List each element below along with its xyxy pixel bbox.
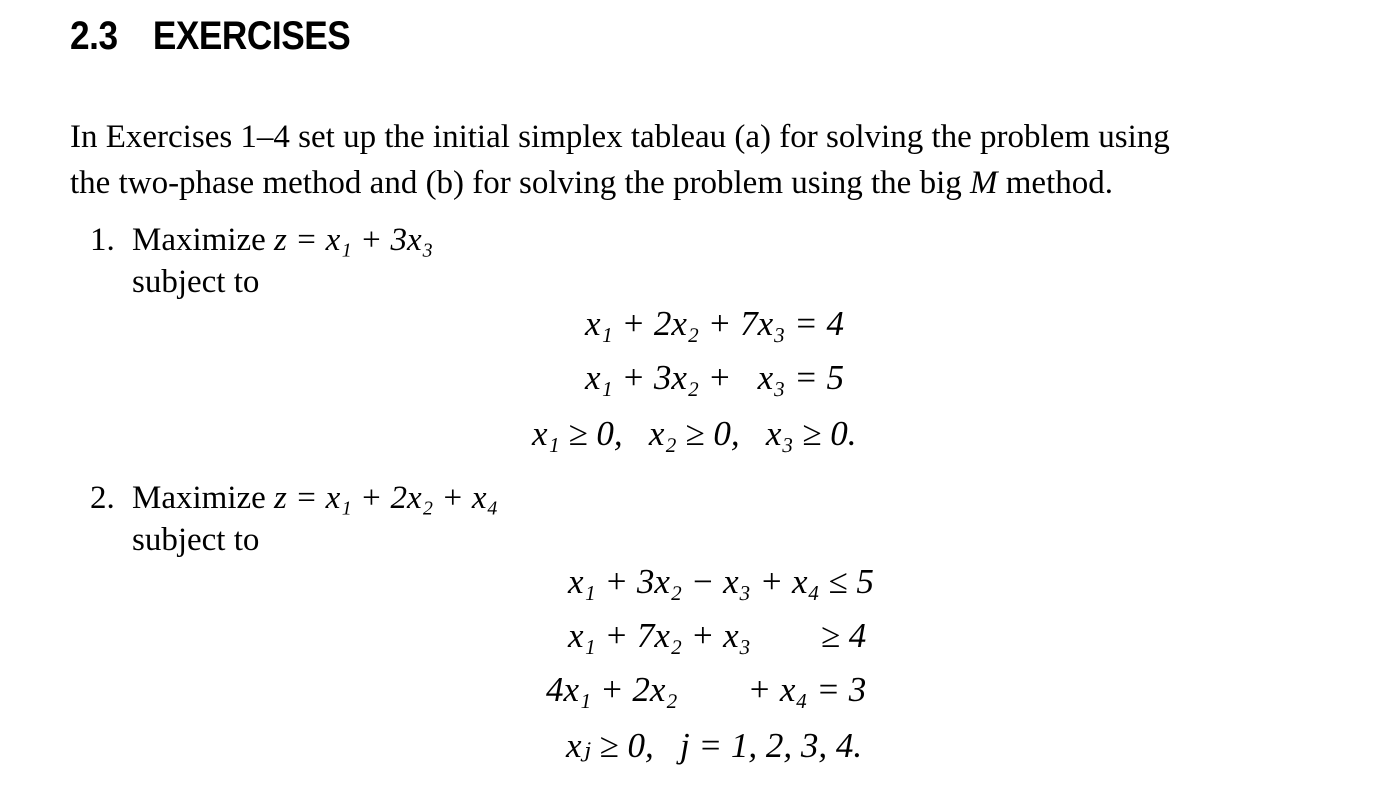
exercise-2-nonnegativity: xⱼ ≥ 0, j = 1, 2, 3, 4.	[566, 726, 863, 765]
exercise-1-objective: z = x₁ + 3x₃	[274, 222, 434, 258]
exercise-2-objective: z = x₁ + 2x₂ + x₄	[274, 480, 499, 516]
exercise-1-statement	[132, 222, 433, 259]
intro-paragraph	[70, 114, 1360, 206]
exercise-2-subject-to: subject to	[132, 522, 260, 558]
exercise-1-subject-to: subject to	[132, 264, 260, 300]
exercise-2-prompt: Maximize	[132, 480, 266, 516]
exercise-2-constraint-3: 4x₁ + 2x₂ + x₄ = 3	[546, 670, 867, 709]
exercise-1-nonnegativity: x₁ ≥ 0, x₂ ≥ 0, x₃ ≥ 0.	[532, 414, 857, 453]
section-heading	[70, 14, 350, 59]
exercise-2-constraint-2: x₁ + 7x₂ + x₃ ≥ 4	[568, 616, 867, 655]
intro-line-1: In Exercises 1–4 set up the initial simplex tableau (a) for solving the problem using	[70, 119, 1170, 155]
exercise-1-constraint-2: x₁ + 3x₂ + x₃ = 5	[585, 358, 844, 397]
section-number: 2.3	[70, 14, 118, 58]
exercise-1-constraint-1: x₁ + 2x₂ + 7x₃ = 4	[585, 304, 844, 343]
exercise-1-number: 1.	[90, 222, 115, 258]
exercise-2-constraint-1: x₁ + 3x₂ − x₃ + x₄ ≤ 5	[568, 562, 874, 601]
intro-line-2-end: method.	[1005, 165, 1113, 201]
exercise-2-number: 2.	[90, 480, 115, 516]
intro-m-symbol: M	[970, 165, 998, 201]
intro-line-2	[70, 160, 1360, 206]
section-title: EXERCISES	[152, 14, 351, 58]
intro-line-2-text: the two-phase method and (b) for solving the problem using the big	[70, 165, 962, 201]
exercise-2-statement	[132, 480, 498, 517]
exercise-1-prompt: Maximize	[132, 222, 266, 258]
